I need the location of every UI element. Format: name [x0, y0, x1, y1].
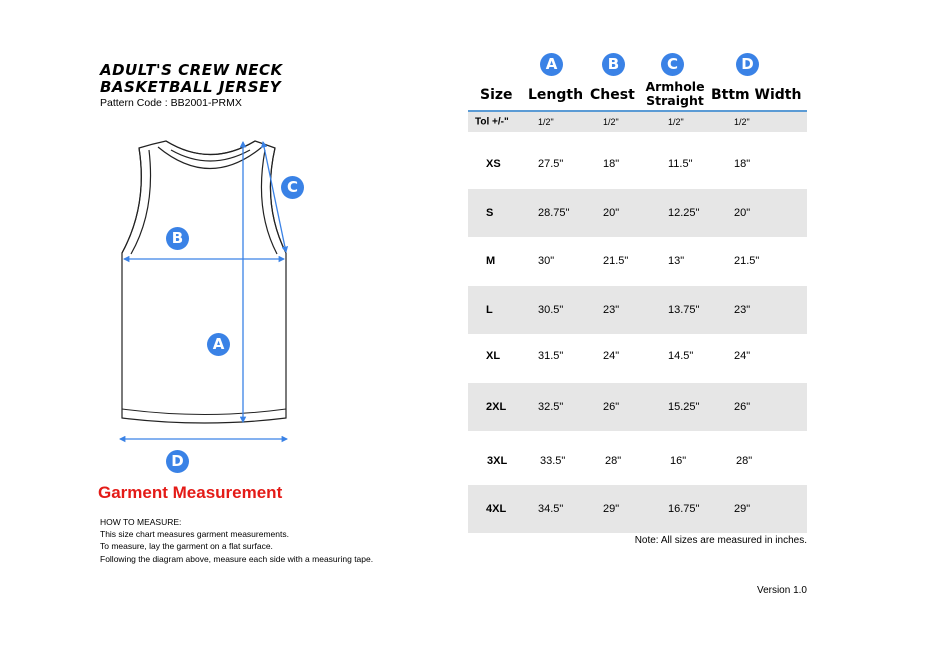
product-title-line1: ADULT'S CREW NECK — [100, 61, 283, 79]
tolerance-chest: 1/2" — [603, 117, 619, 127]
bottom-cell: 21.5" — [734, 255, 760, 267]
tolerance-label: Tol +/-" — [475, 116, 509, 128]
marker-d: D — [166, 450, 189, 473]
table-row — [468, 189, 807, 237]
chest-cell: 24" — [603, 350, 620, 362]
length-cell: 34.5" — [538, 503, 564, 515]
header-marker-b: B — [602, 53, 625, 76]
product-title-line2: BASKETBALL JERSEY — [100, 78, 282, 96]
armhole-cell: 11.5" — [668, 158, 693, 170]
table-row — [468, 286, 807, 334]
chest-cell: 28" — [605, 455, 622, 467]
header-size: Size — [480, 87, 513, 103]
marker-b: B — [166, 227, 189, 250]
header-armhole-line2: Straight — [646, 92, 704, 108]
chest-cell: 21.5" — [603, 255, 629, 267]
header-armhole-line1: Armhole — [645, 79, 705, 94]
bottom-cell: 18" — [734, 158, 751, 170]
tolerance-armhole: 1/2" — [668, 117, 684, 127]
length-cell: 33.5" — [540, 455, 566, 467]
armhole-cell: 13" — [668, 255, 685, 267]
length-cell: 30" — [538, 255, 555, 267]
chest-cell: 29" — [603, 503, 620, 515]
measurement-note: Note: All sizes are measured in inches. — [634, 535, 807, 546]
armhole-cell: 15.25" — [668, 401, 700, 413]
table-row — [468, 383, 807, 431]
size-cell: XS — [486, 158, 501, 170]
how-to-line: Following the diagram above, measure each side with a measuring tape. — [100, 553, 374, 564]
armhole-cell: 14.5" — [668, 350, 694, 362]
garment-measurement-caption: Garment Measurement — [98, 483, 283, 502]
armhole-cell: 16.75" — [668, 503, 700, 515]
header-marker-d: D — [736, 53, 759, 76]
bottom-cell: 29" — [734, 503, 751, 515]
bottom-cell: 26" — [734, 401, 751, 413]
table-row — [468, 485, 807, 533]
version-label: Version 1.0 — [756, 585, 807, 596]
length-cell: 27.5" — [538, 158, 564, 170]
table-row — [468, 437, 807, 485]
size-cell: 3XL — [487, 455, 508, 467]
armhole-cell: 13.75" — [668, 304, 700, 316]
size-cell: M — [486, 255, 496, 267]
table-row — [468, 140, 807, 188]
header-armhole — [644, 80, 706, 107]
bottom-cell: 20" — [734, 207, 751, 219]
size-cell: L — [486, 304, 493, 316]
length-cell: 32.5" — [538, 401, 564, 413]
tolerance-row — [468, 112, 807, 132]
header-bottom-width: Bttm Width — [711, 87, 802, 103]
how-to-heading: HOW TO MEASURE: — [100, 517, 182, 527]
length-cell: 28.75" — [538, 207, 570, 219]
armhole-cell: 16" — [670, 455, 687, 467]
length-cell: 31.5" — [538, 350, 564, 362]
size-cell: S — [486, 207, 494, 219]
size-cell: 2XL — [486, 401, 507, 413]
pattern-code: Pattern Code : BB2001-PRMX — [100, 97, 242, 109]
bottom-cell: 23" — [734, 304, 751, 316]
header-marker-c: C — [661, 53, 684, 76]
table-row — [468, 237, 807, 285]
marker-c: C — [281, 176, 304, 199]
tolerance-length: 1/2" — [538, 117, 554, 127]
header-length: Length — [528, 87, 584, 103]
how-to-line: To measure, lay the garment on a flat surface. — [100, 541, 273, 552]
tolerance-bottom: 1/2" — [734, 117, 750, 127]
length-cell: 30.5" — [538, 304, 564, 316]
bottom-cell: 28" — [736, 455, 753, 467]
how-to-measure — [100, 516, 373, 565]
chest-cell: 23" — [603, 304, 620, 316]
armhole-cell: 12.25" — [668, 207, 700, 219]
size-cell: 4XL — [486, 503, 507, 515]
table-row — [468, 332, 807, 380]
size-cell: XL — [486, 350, 501, 362]
chest-cell: 18" — [603, 158, 620, 170]
header-marker-a: A — [540, 53, 563, 76]
marker-a: A — [207, 333, 230, 356]
chest-cell: 20" — [603, 207, 620, 219]
header-chest: Chest — [590, 87, 635, 103]
chest-cell: 26" — [603, 401, 620, 413]
bottom-cell: 24" — [734, 350, 751, 362]
how-to-line: This size chart measures garment measurements. — [100, 529, 289, 540]
